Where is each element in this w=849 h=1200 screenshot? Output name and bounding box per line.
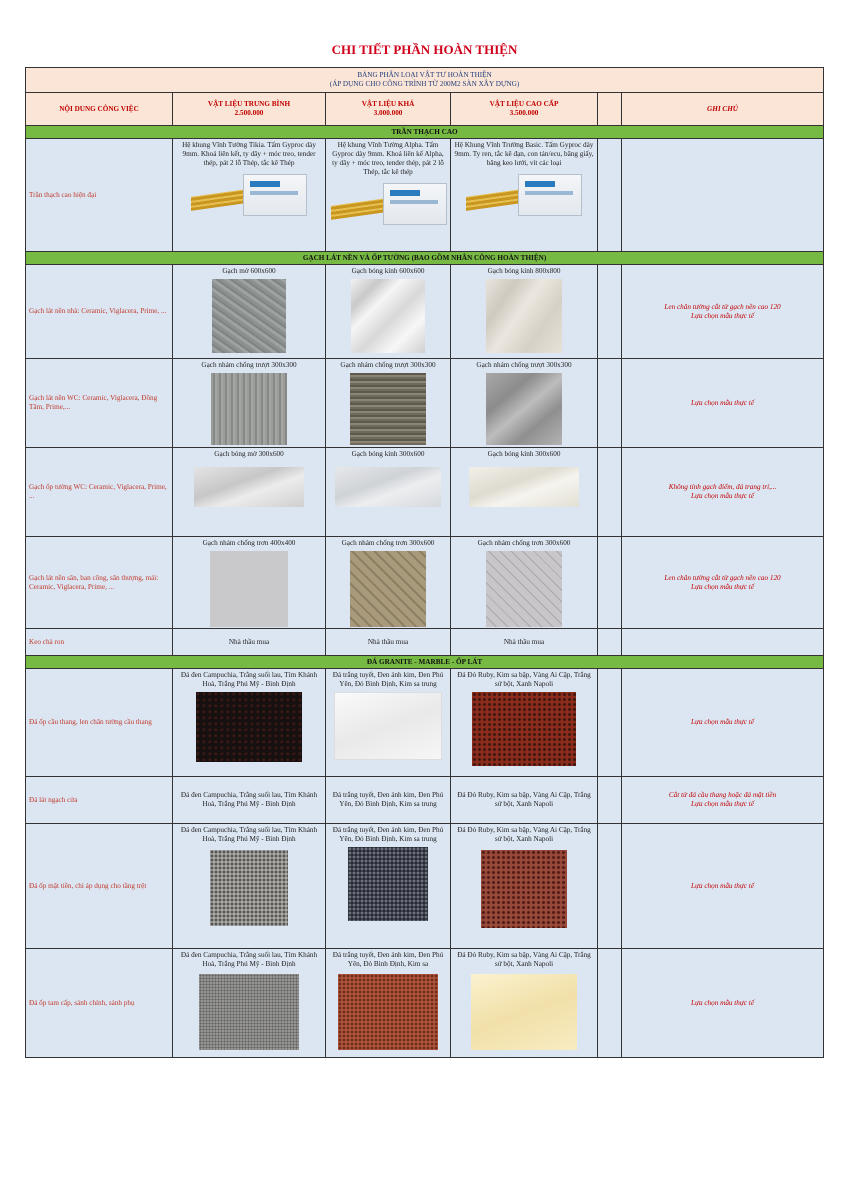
cell-wc-floor-mid [173,359,326,448]
wc-wall-good-text: Gạch bóng kính 300x600 [351,450,425,458]
tile-swatch [210,551,288,627]
section-stone: ĐÁ GRANITE - MARBLE - ỐP LÁT [26,656,824,669]
cell-facade-good [326,824,451,949]
threshold-mid-text: Đá đen Campuchia, Trắng suối lau, Tím Khánh Hoà, Trắng Phú Mỹ - Bình Định [173,777,326,824]
threshold-high-text: Đá Đỏ Ruby, Kim sa bặp, Vàng Ai Cập, Trắng sứ bột, Xanh Napoli [451,777,598,824]
header-good-price: 3.000.000 [373,109,403,117]
note-line: Len chân tường cắt từ gạch nền cao 120 [664,573,781,582]
cell-stairs-mid [173,669,326,777]
note-line: Cắt từ đá cầu thang hoặc đá mặt tiền [668,791,777,799]
grout-high-text: Nhà thầu mua [451,629,598,656]
tile-swatch [212,279,286,353]
stairs-good-text: Đá trắng tuyết, Đen ánh kim, Đen Phú Yên, Đỏ Bình Định, Kim sa trung [332,671,444,688]
tile-swatch [194,467,304,507]
cell-wc-floor-good [326,359,451,448]
stairs-high-text: Đá Đỏ Ruby, Kim sa bặp, Vàng Ai Cập, Trắng sứ bột, Xanh Napoli [457,671,591,688]
cell-steps-high [451,949,598,1058]
facade-high-text: Đá Đỏ Ruby, Kim sa bặp, Vàng Ai Cập, Trắng sứ bột, Xanh Napoli [457,826,591,843]
cell-yard-mid [173,537,326,629]
row-ceiling [26,139,824,252]
cell-stairs-high [451,669,598,777]
steps-mid-text: Đá đen Campuchia, Trắng suối lau, Tím Khánh Hoà, Trắng Phú Mỹ - Bình Định [180,951,318,968]
note-line: Lựa chọn mẫu thực tế [691,582,754,591]
ceiling-product-image [464,172,584,218]
note-line: Lựa chọn mẫu thực tế [691,492,754,500]
row-yard [26,537,824,629]
threshold-good-text: Đá trắng tuyết, Đen ánh kim, Đen Phú Yên, Đỏ Bình Định, Kim sa trung [326,777,451,824]
row-wc-wall [26,448,824,537]
note-ceiling [622,139,824,252]
page-title: CHI TIẾT PHẦN HOÀN THIỆN [331,42,518,57]
row-steps [26,949,824,1058]
header-high [451,93,598,126]
tile-swatch [350,373,426,445]
grout-good-text: Nhà thầu mua [326,629,451,656]
yard-good-text: Gạch nhám chống trơn 300x600 [341,539,435,547]
note-yard [622,537,824,629]
cell-wc-wall-mid [173,448,326,537]
cell-ceiling-mid [173,139,326,252]
cell-facade-mid [173,824,326,949]
cell-facade-high [451,824,598,949]
note-line: Lựa chọn mẫu thực tế [691,881,754,890]
work-ceiling: Trần thạch cao hiện đại [26,139,173,252]
note-stairs [622,669,824,777]
cell-stairs-good [326,669,451,777]
cell-steps-good [326,949,451,1058]
tile-swatch [211,373,287,445]
ceiling-high-text: Hệ Khung Vĩnh Trường Basic. Tấm Gyproc dày 9mm. Ty ren, tắc kê đạn, con tán/ecu, băng giấy, băng keo lưới, vít các loại [454,141,594,167]
cell-wc-wall-high [451,448,598,537]
work-facade: Đá ốp mặt tiền, chỉ áp dụng cho tầng trệt [26,824,173,949]
header-mid-price: 2.500.000 [234,109,264,117]
header-work: NỘI DUNG CÔNG VIỆC [26,93,173,126]
stone-swatch [199,974,299,1050]
header-row [26,93,824,126]
note-wc-floor [622,359,824,448]
row-threshold [26,777,824,824]
floor-high-text: Gạch bóng kính 800x800 [487,267,561,275]
stone-swatch [334,692,442,760]
section-ceiling: TRẦN THẠCH CAO [26,126,824,139]
note-wc-wall [622,448,824,537]
stone-swatch [338,974,438,1050]
cell-yard-good [326,537,451,629]
work-stairs: Đá ốp cầu thang, len chân tường cầu thang [26,669,173,777]
cell-yard-high [451,537,598,629]
wc-floor-mid-text: Gạch nhám chống trượt 300x300 [201,361,297,369]
stone-swatch [472,692,576,766]
stairs-mid-text: Đá đen Campuchia, Trắng suối lau, Tím Khánh Hoà, Trắng Phú Mỹ - Bình Định [180,671,318,688]
wc-floor-good-text: Gạch nhám chống trượt 300x300 [340,361,436,369]
work-grout: Keo chà ron [26,629,173,656]
materials-table [25,67,824,1058]
note-line: Len chân tường cắt từ gạch nền cao 120 [664,302,781,311]
note-line: Lựa chọn mẫu thực tế [691,311,754,320]
steps-high-text: Đá Đỏ Ruby, Kim sa bặp, Vàng Ai Cập, Trắng sứ bột, Xanh Napoli [457,951,591,968]
ceiling-product-image [189,172,309,218]
ceiling-mid-text: Hệ khung Vĩnh Tường Tikia. Tấm Gyproc dày 9mm. Khoá liên kết, ty dây + móc treo, tender thép, pát 2 lỗ Thép, tắc kê Thép [182,141,316,167]
work-yard: Gạch lát nền sân, ban công, sân thượng, mái: Ceramic, Viglacera, Prime, ... [26,537,173,629]
note-steps [622,949,824,1058]
work-steps: Đá ốp tam cấp, sảnh chính, sảnh phụ [26,949,173,1058]
cell-floor-good [326,265,451,359]
facade-mid-text: Đá đen Campuchia, Trắng suối lau, Tím Khánh Hoà, Trắng Phú Mỹ - Bình Định [180,826,318,843]
note-line: Lựa chọn mẫu thực tế [691,800,754,808]
cell-steps-mid [173,949,326,1058]
row-grout [26,629,824,656]
ceiling-good-text: Hệ khung Vĩnh Tường Alpha. Tấm Gyproc dày 9mm. Khoá liên kế Alpha, ty dây + móc treo, tender thép, pát 2 lỗ Thép, tắc kê thép [332,141,444,176]
section-tiles: GẠCH LÁT NỀN VÀ ỐP TƯỜNG (BAO GỒM NHÂN CÔNG HOÀN THIỆN) [26,252,824,265]
cell-ceiling-good [326,139,451,252]
row-facade [26,824,824,949]
tile-swatch [335,467,441,507]
table-title-row [26,68,824,93]
wc-wall-mid-text: Gạch bóng mờ 300x600 [214,450,284,458]
work-floor: Gạch lát nền nhà: Ceramic, Viglacera, Prime, ... [26,265,173,359]
stone-swatch [348,847,428,921]
cell-floor-high [451,265,598,359]
tile-swatch [486,373,562,445]
stone-swatch [196,692,302,762]
note-line: Lựa chọn mẫu thực tế [691,398,754,407]
yard-mid-text: Gạch nhám chống trơn 400x400 [202,539,296,547]
header-good-label: VẬT LIỆU KHÁ [361,100,415,108]
row-stairs [26,669,824,777]
stone-swatch [481,850,567,928]
ceiling-product-image [329,181,449,227]
grout-mid-text: Nhà thầu mua [173,629,326,656]
header-note: GHI CHÚ [622,93,824,126]
tile-swatch [486,279,562,353]
yard-high-text: Gạch nhám chống trơn 300x600 [477,539,571,547]
header-spacer [598,93,622,126]
wc-wall-high-text: Gạch bóng kính 300x600 [487,450,561,458]
steps-good-text: Đá trắng tuyết, Đen ánh kim, Đen Phú Yên, Đỏ Bình Định, Kim sa [332,951,444,968]
note-grout [622,629,824,656]
wc-floor-high-text: Gạch nhám chống trượt 300x300 [476,361,572,369]
note-threshold [622,777,824,824]
tile-swatch [469,467,579,507]
cell-floor-mid [173,265,326,359]
header-good [326,93,451,126]
table-title-line2: (ÁP DỤNG CHO CÔNG TRÌNH TỪ 200M2 SÀN XÂY DỰNG) [329,80,520,88]
floor-mid-text: Gạch mờ 600x600 [222,267,276,275]
tile-swatch [351,279,425,353]
table-title-line1: BẢNG PHÂN LOẠI VẬT TƯ HOÀN THIỆN [357,71,492,79]
stone-swatch [210,850,288,926]
row-wc-floor [26,359,824,448]
work-threshold: Đá lát ngạch cửa [26,777,173,824]
header-high-label: VẬT LIỆU CAO CẤP [489,100,559,108]
facade-good-text: Đá trắng tuyết, Đen ánh kim, Đen Phú Yên, Đỏ Bình Định, Kim sa trung [332,826,444,843]
tile-swatch [350,551,426,627]
note-line: Lựa chọn mẫu thực tế [691,718,754,726]
floor-good-text: Gạch bóng kính 600x600 [351,267,425,275]
tile-swatch [486,551,562,627]
note-floor [622,265,824,359]
cell-wc-floor-high [451,359,598,448]
cell-ceiling-high [451,139,598,252]
work-wc-floor: Gạch lát nền WC: Ceramic, Viglacera, Đồng Tâm, Prime,... [26,359,173,448]
cell-wc-wall-good [326,448,451,537]
note-line: Lựa chọn mẫu thực tế [691,998,754,1007]
note-facade [622,824,824,949]
header-mid-label: VẬT LIỆU TRUNG BÌNH [207,100,291,108]
header-high-price: 3.500.000 [509,109,539,117]
stone-swatch [471,974,577,1050]
row-floor [26,265,824,359]
header-mid [173,93,326,126]
work-wc-wall: Gạch ốp tường WC: Ceramic, Viglacera, Prime, ... [26,448,173,537]
note-line: Không tính gạch điểm, đá trang trí,... [668,483,777,491]
